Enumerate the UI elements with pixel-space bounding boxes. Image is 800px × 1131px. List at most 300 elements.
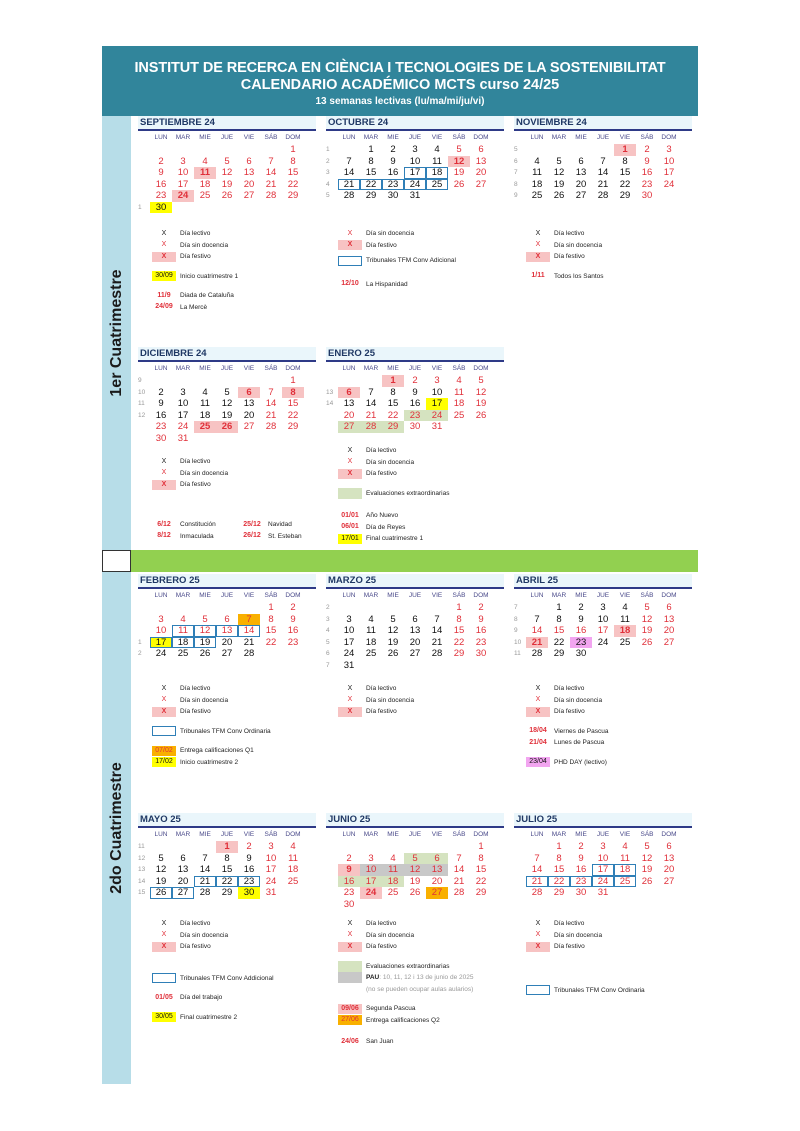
day-cell: 30 — [641, 190, 653, 201]
day-cell: 15 — [287, 398, 299, 409]
day-cell: 19 — [553, 178, 565, 190]
day-cell: 2 — [346, 852, 352, 864]
day-cell — [260, 202, 282, 214]
weekday-label: SÁB — [264, 592, 278, 599]
day-cell — [282, 648, 304, 660]
weekday-label: SÁB — [264, 134, 278, 141]
day-cell: 23 — [570, 876, 592, 888]
day-cell: 27 — [426, 887, 448, 899]
day-cell — [260, 144, 282, 156]
day-cell: 4 — [202, 386, 208, 398]
week-row — [138, 190, 316, 202]
day-cell: 27 — [221, 648, 233, 659]
day-cell: 13 — [243, 167, 255, 178]
weekday-label: MIE — [387, 134, 399, 141]
week-number — [514, 841, 526, 853]
day-cell: 24 — [663, 178, 675, 190]
legend-december-holidays: 6/12 Constitución 25/12 Navidad 8/12 Inmaculada 26/12 St. Esteban — [157, 520, 302, 540]
day-cell: 15 — [553, 864, 565, 875]
day-cell: 7 — [346, 155, 352, 167]
week-number — [326, 864, 338, 876]
day-cell: 13 — [409, 625, 421, 636]
page-header — [102, 46, 698, 116]
day-cell — [216, 202, 238, 214]
week-number — [326, 841, 338, 853]
weekday-label: LUN — [342, 134, 356, 141]
month-may — [138, 813, 316, 899]
weekday-header — [526, 131, 692, 143]
day-cell: 3 — [180, 155, 186, 167]
month-title: OCTUBRE 24 — [326, 116, 504, 131]
weekday-label: MIE — [387, 831, 399, 838]
day-cell: 6 — [478, 144, 484, 155]
day-cell: 9 — [644, 155, 650, 167]
day-cell — [404, 899, 426, 911]
day-cell: 20 — [221, 636, 233, 648]
day-cell: 21 — [265, 409, 277, 421]
day-cell: 17 — [404, 167, 426, 179]
week-number — [138, 179, 150, 191]
week-number — [326, 375, 338, 387]
day-cell — [338, 602, 360, 614]
day-cell: 16 — [155, 178, 167, 190]
day-cell: 19 — [641, 864, 653, 875]
week-number: 10 — [138, 388, 146, 396]
day-cell: 14 — [265, 167, 277, 178]
day-cell: 2 — [478, 602, 484, 613]
day-cell: 30 — [343, 898, 355, 910]
day-cell: 9 — [338, 864, 360, 876]
week-number: 13 — [326, 388, 334, 396]
day-cell: 21 — [431, 636, 443, 648]
weekday-label: DOM — [473, 365, 489, 372]
week-row — [514, 648, 692, 660]
day-cell: 1 — [556, 602, 562, 613]
week-number: 2 — [326, 604, 330, 611]
day-cell: 29 — [382, 421, 404, 433]
day-cell — [470, 421, 492, 433]
day-cell: 10 — [155, 625, 167, 636]
day-cell — [260, 433, 282, 445]
week-row — [326, 899, 504, 911]
day-cell — [404, 660, 426, 672]
weekday-label: JUE — [408, 831, 422, 838]
weekday-label: JUE — [408, 592, 422, 599]
weekday-header — [150, 362, 316, 374]
week-row — [514, 887, 692, 899]
day-cell: 7 — [268, 386, 274, 398]
weekday-label: VIE — [243, 134, 255, 141]
week-row — [138, 156, 316, 168]
day-cell: 10 — [663, 155, 675, 167]
day-cell: 1 — [456, 602, 462, 613]
day-cell: 3 — [180, 386, 186, 398]
week-row — [514, 853, 692, 865]
day-cell: 12 — [221, 398, 233, 409]
day-cell: 26 — [475, 409, 487, 421]
day-cell: 28 — [360, 421, 382, 433]
weekday-label: SÁB — [452, 365, 466, 372]
week-row — [326, 648, 504, 660]
month-april — [514, 574, 692, 660]
day-cell: 21 — [265, 178, 277, 190]
month-title: JULIO 25 — [514, 813, 692, 828]
day-cell: 30 — [387, 190, 399, 201]
day-cell: 6 — [224, 613, 230, 625]
day-cell — [282, 433, 304, 445]
weekday-label: JUE — [596, 134, 610, 141]
day-cell: 9 — [290, 613, 296, 625]
day-cell: 27 — [172, 887, 194, 899]
day-cell: 8 — [478, 852, 484, 864]
day-cell: 26 — [221, 190, 233, 201]
weekday-label: MIE — [575, 592, 587, 599]
weekday-header — [526, 589, 692, 601]
day-cell: 14 — [343, 167, 355, 178]
legend-october: X Día sin docencia X Día festivo Tribunales TFM Conv Adicional 12/10 La Hispanidad — [338, 228, 456, 290]
week-number: 4 — [326, 180, 330, 188]
day-cell — [570, 144, 592, 156]
day-cell: 9 — [478, 613, 484, 625]
weekday-label: DOM — [285, 134, 301, 141]
week-row — [138, 398, 316, 410]
weekday-header — [150, 828, 316, 840]
day-cell: 24 — [265, 875, 277, 887]
day-cell — [216, 375, 238, 387]
day-cell: 27 — [338, 421, 360, 433]
day-cell — [426, 602, 448, 614]
weekday-label: DOM — [285, 365, 301, 372]
day-cell: 23 — [570, 637, 592, 649]
week-number — [326, 876, 338, 888]
week-row — [514, 625, 692, 637]
day-cell: 30 — [155, 432, 167, 444]
day-cell: 16 — [338, 876, 360, 888]
day-cell: 15 — [221, 864, 233, 875]
week-row — [138, 202, 316, 214]
day-cell: 14 — [531, 864, 543, 875]
day-cell: 12 — [641, 613, 653, 625]
week-number — [326, 887, 338, 899]
week-number: 6 — [514, 157, 518, 165]
week-row — [138, 853, 316, 865]
week-row — [326, 637, 504, 649]
day-cell: 31 — [265, 887, 277, 898]
month-title: MAYO 25 — [138, 813, 316, 828]
legend-november: X Día lectivo X Día sin docencia X Día festivo 1/11 Todos los Santos — [526, 228, 604, 282]
sidebar-q1 — [102, 116, 131, 550]
day-cell: 1 — [556, 841, 562, 852]
day-cell: 16 — [387, 167, 399, 178]
day-cell — [282, 887, 304, 899]
day-cell — [194, 202, 216, 214]
weekday-label: VIE — [243, 592, 255, 599]
weekday-label: SÁB — [452, 831, 466, 838]
day-cell: 10 — [409, 155, 421, 167]
weekday-label: MIE — [387, 592, 399, 599]
legend-december: X Día lectivo X Día sin docencia X Día festivo — [152, 456, 228, 491]
day-cell: 2 — [390, 144, 396, 155]
day-cell — [382, 602, 404, 614]
day-cell: 28 — [531, 648, 543, 659]
week-number: 7 — [326, 661, 330, 669]
weekday-label: MAR — [363, 831, 379, 838]
day-cell: 29 — [287, 421, 299, 432]
day-cell — [194, 144, 216, 156]
day-cell — [404, 841, 426, 853]
week-number — [138, 156, 150, 168]
day-cell: 18 — [172, 637, 194, 649]
day-cell: 16 — [287, 625, 299, 636]
day-cell: 15 — [553, 625, 565, 636]
day-cell: 23 — [475, 636, 487, 648]
day-cell: 3 — [368, 852, 374, 864]
day-cell: 21 — [365, 409, 377, 421]
day-cell: 13 — [575, 167, 587, 178]
day-cell: 2 — [412, 375, 418, 386]
day-cell: 31 — [409, 190, 421, 201]
day-cell — [194, 375, 216, 387]
day-cell — [360, 602, 382, 614]
key-tribunal — [526, 985, 550, 995]
weekday-label: SÁB — [452, 134, 466, 141]
key-pau — [338, 972, 362, 983]
day-cell: 8 — [368, 155, 374, 167]
week-row — [514, 167, 692, 179]
day-cell: 25 — [199, 190, 211, 201]
weekday-label: JUE — [596, 592, 610, 599]
legend-june: X Día lectivo X Día sin docencia X Día festivo Evaluaciones extraordinarias PAU : 10, 11, 12 i 13 de junio de 2025 (no se pueden ocupar aulas aularios) 09/06 Segunda Pascua 27/06 Entrega calificaciones Q2 24/06 San Juan — [338, 918, 473, 1048]
day-cell — [426, 899, 448, 911]
day-cell: 19 — [221, 409, 233, 421]
day-cell: 12 — [448, 156, 470, 168]
day-cell: 30 — [475, 648, 487, 659]
day-cell: 8 — [268, 613, 274, 625]
week-number: 1 — [326, 146, 330, 153]
key-sin-docencia: X — [161, 241, 167, 249]
day-cell — [470, 190, 492, 202]
day-cell — [260, 375, 282, 387]
day-cell: 18 — [199, 409, 211, 421]
day-cell — [216, 433, 238, 445]
day-cell: 21 — [243, 636, 255, 648]
weekday-label: MAR — [175, 365, 191, 372]
week-number: 5 — [514, 146, 518, 153]
week-number: 9 — [514, 192, 518, 199]
day-cell — [150, 375, 172, 387]
q1-label: 1er Cuatrimestre — [107, 269, 125, 397]
day-cell: 8 — [556, 852, 562, 864]
day-cell: 7 — [268, 155, 274, 167]
weekday-header — [526, 828, 692, 840]
day-cell: 13 — [475, 155, 487, 167]
day-cell — [282, 202, 304, 214]
day-cell: 1 — [368, 144, 374, 155]
month-december — [138, 347, 316, 444]
week-number — [138, 625, 150, 637]
month-february — [138, 574, 316, 660]
week-number: 2 — [326, 157, 330, 165]
day-cell — [592, 648, 614, 660]
day-cell: 11 — [454, 386, 464, 398]
week-row — [138, 179, 316, 191]
day-cell: 6 — [666, 602, 672, 613]
day-cell — [338, 841, 360, 853]
day-cell: 7 — [202, 852, 208, 864]
week-number: 12 — [138, 411, 146, 419]
day-cell: 23 — [404, 410, 426, 422]
day-cell: 17 — [426, 398, 448, 410]
day-cell: 27 — [663, 875, 675, 887]
week-row — [514, 156, 692, 168]
week-row — [326, 167, 504, 179]
weekday-label: LUN — [154, 134, 168, 141]
week-row — [514, 614, 692, 626]
day-cell: 20 — [663, 625, 675, 636]
day-cell: 14 — [365, 398, 377, 409]
weekday-label: LUN — [342, 365, 356, 372]
day-cell: 17 — [663, 167, 675, 178]
legend-september: X Día lectivo X Día sin docencia X Día festivo 30/09 Inicio cuatrimestre 1 11/9 Diada de Cataluña 24/09 La Mercè — [152, 228, 238, 313]
day-cell: 2 — [578, 602, 584, 613]
day-cell: 22 — [287, 409, 299, 421]
day-cell — [426, 841, 448, 853]
day-cell: 1 — [216, 841, 238, 853]
day-cell — [338, 144, 360, 156]
day-cell: 6 — [426, 853, 448, 865]
day-cell — [172, 375, 194, 387]
week-number: 8 — [514, 615, 518, 623]
day-cell: 5 — [390, 613, 396, 625]
weekday-label: VIE — [619, 134, 631, 141]
day-cell: 12 — [475, 386, 487, 398]
day-cell: 23 — [641, 178, 653, 190]
week-row — [138, 625, 316, 637]
day-cell: 6 — [246, 155, 252, 167]
day-cell: 23 — [343, 887, 355, 898]
day-cell — [238, 433, 260, 445]
day-cell: 13 — [343, 398, 355, 409]
day-cell: 10 — [431, 386, 443, 398]
day-cell: 18 — [614, 625, 636, 637]
weekday-label: VIE — [243, 365, 255, 372]
day-cell: 13 — [663, 852, 675, 864]
day-cell: 27 — [243, 190, 255, 201]
week-row — [326, 876, 504, 888]
day-cell: 13 — [663, 613, 675, 625]
day-cell: 22 — [387, 409, 399, 421]
day-cell — [216, 602, 238, 614]
day-cell: 4 — [622, 602, 628, 613]
week-number: 3 — [326, 615, 330, 623]
day-cell: 27 — [575, 190, 587, 201]
day-cell: 8 — [556, 613, 562, 625]
week-row — [138, 433, 316, 445]
week-row — [138, 887, 316, 899]
week-row — [326, 144, 504, 156]
day-cell: 7 — [600, 155, 606, 167]
day-cell: 29 — [553, 648, 565, 659]
day-cell: 12 — [387, 625, 399, 636]
day-cell: 26 — [216, 421, 238, 433]
day-cell: 4 — [622, 841, 628, 852]
day-cell: 16 — [155, 409, 167, 421]
day-cell — [658, 190, 680, 202]
day-cell: 15 — [265, 625, 277, 636]
day-cell: 29 — [365, 190, 377, 201]
separator-bar — [131, 550, 698, 572]
day-cell: 3 — [434, 375, 440, 386]
day-cell: 18 — [614, 864, 636, 876]
day-cell: 11 — [432, 155, 442, 167]
legend-february: X Día lectivo X Día sin docencia X Día festivo Tribunales TFM Conv Ordinaria 07/02 Entrega calificaciones Q1 17/02 Inicio cuatrimestre 2 — [152, 683, 271, 768]
key-start-date: 30/09 — [152, 271, 176, 281]
weekday-label: VIE — [431, 592, 443, 599]
day-cell: 22 — [360, 179, 382, 191]
week-number — [514, 853, 526, 865]
weekday-label: LUN — [154, 592, 168, 599]
legend-july: X Día lectivo X Día sin docencia X Día festivo Tribunales TFM Conv Ordinaria — [526, 918, 645, 996]
day-cell: 7 — [368, 386, 374, 398]
day-cell — [172, 202, 194, 214]
day-cell: 18 — [287, 864, 299, 875]
day-cell: 12 — [404, 864, 426, 876]
day-cell: 9 — [578, 852, 584, 864]
week-row — [138, 421, 316, 433]
weekday-label: SÁB — [264, 831, 278, 838]
weekday-label: JUE — [220, 592, 234, 599]
day-cell: 4 — [390, 852, 396, 864]
day-cell: 15 — [365, 167, 377, 178]
day-cell: 16 — [475, 625, 487, 636]
day-cell — [658, 887, 680, 899]
day-cell: 29 — [287, 190, 299, 201]
day-cell: 26 — [453, 178, 465, 190]
day-cell: 24 — [172, 190, 194, 202]
weekday-label: LUN — [530, 831, 544, 838]
day-cell — [150, 841, 172, 853]
day-cell: 18 — [453, 398, 465, 409]
week-number: 10 — [514, 638, 522, 646]
weekday-label: JUE — [596, 831, 610, 838]
week-row — [326, 614, 504, 626]
month-title: MARZO 25 — [326, 574, 504, 589]
week-row — [326, 853, 504, 865]
month-title: DICIEMBRE 24 — [138, 347, 316, 362]
day-cell: 20 — [243, 178, 255, 190]
day-cell: 31 — [343, 659, 355, 671]
week-row — [514, 841, 692, 853]
day-cell: 24 — [360, 887, 382, 899]
day-cell: 14 — [597, 167, 609, 178]
weekday-label: MIE — [199, 831, 211, 838]
day-cell: 13 — [177, 864, 189, 875]
day-cell: 11 — [620, 613, 630, 625]
day-cell: 5 — [556, 155, 562, 167]
week-row — [326, 398, 504, 410]
day-cell: 5 — [478, 375, 484, 386]
week-number: 14 — [326, 400, 334, 407]
day-cell: 2 — [158, 155, 164, 167]
day-cell: 6 — [180, 852, 186, 864]
day-cell: 3 — [346, 613, 352, 625]
day-cell — [238, 202, 260, 214]
week-row — [138, 614, 316, 626]
day-cell: 12 — [553, 167, 565, 178]
day-cell: 26 — [409, 887, 421, 898]
day-cell: 28 — [243, 648, 255, 659]
day-cell: 6 — [412, 613, 418, 625]
